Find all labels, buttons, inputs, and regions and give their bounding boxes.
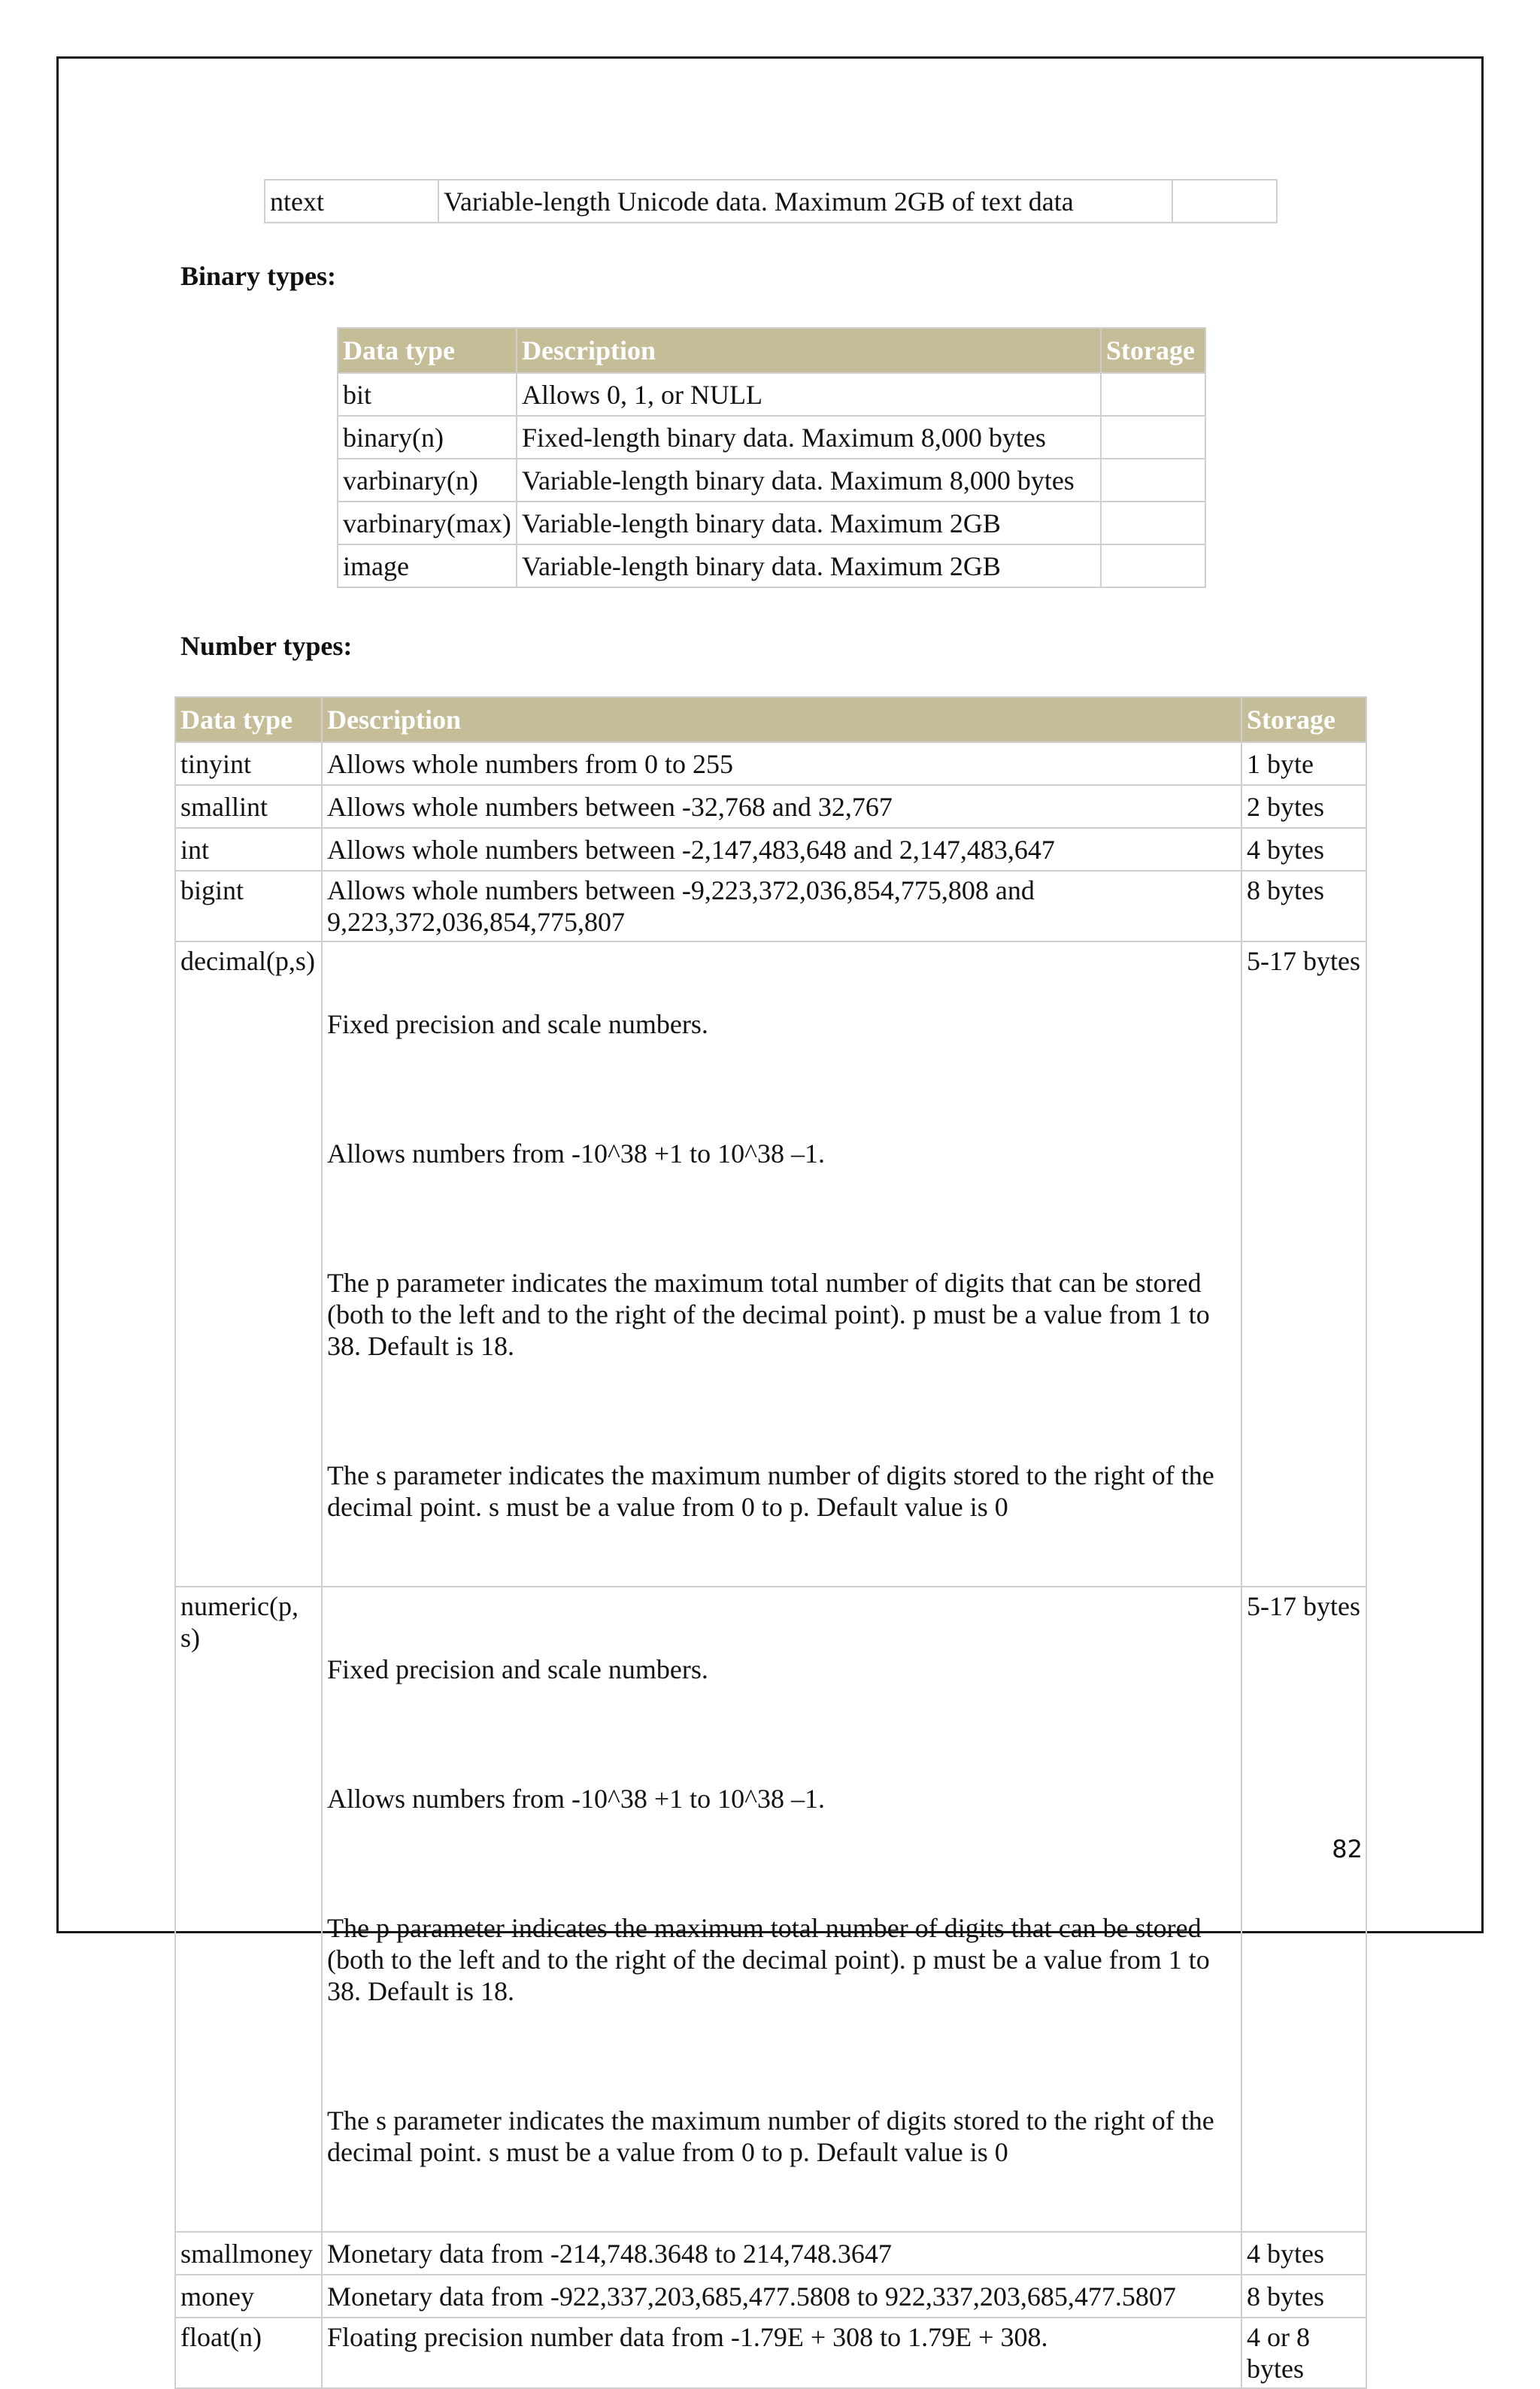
table-row [338,459,1205,502]
description-cell: Variable-length binary data. Maximum 8,000 bytes [517,459,1101,502]
type-cell: smallint [175,785,322,828]
description-cell [322,941,1241,1587]
type-cell: binary(n) [338,416,517,459]
table-row [338,416,1205,459]
table-row [175,2232,1366,2275]
continued-table [264,179,1278,223]
description-paragraph: The s parameter indicates the maximum number of digits stored to the right of the decimal point. s must be a value from 0 to p. Default value is 0 [327,1460,1221,1522]
description-cell: Monetary data from -922,337,203,685,477.5808 to 922,337,203,685,477.5807 [322,2275,1241,2318]
table-row [175,828,1366,871]
type-cell: money [175,2275,322,2318]
storage-cell: 4 or 8 bytes [1241,2318,1366,2388]
description-paragraph: The p parameter indicates the maximum total number of digits that can be stored (both to the left and to the right of the decimal point). p must be a value from 1 to 38. Default is 18. [327,1913,1217,2006]
storage-cell [1172,180,1277,223]
table-row [175,785,1366,828]
binary-types-table [337,327,1206,588]
type-cell: ntext [265,180,438,223]
storage-cell [1101,459,1205,502]
type-cell: int [175,828,322,871]
description-cell: Allows whole numbers between -32,768 and 32,767 [322,785,1241,828]
number-types-heading: Number types: [180,631,353,661]
header-data-type: Data type [175,697,322,742]
storage-cell: 1 byte [1241,742,1366,785]
type-cell: float(n) [175,2318,322,2388]
table-header-row [175,697,1366,742]
storage-cell [1101,544,1205,587]
storage-cell [1101,502,1205,544]
table-row [175,871,1366,941]
description-cell: Allows whole numbers between -2,147,483,648 and 2,147,483,647 [322,828,1241,871]
table-row [265,180,1277,223]
description-paragraph: The p parameter indicates the maximum total number of digits that can be stored (both to the left and to the right of the decimal point). p must be a value from 1 to 38. Default is 18. [327,1268,1217,1361]
type-cell: bigint [175,871,322,941]
type-cell: decimal(p,s) [175,941,322,1587]
type-cell: tinyint [175,742,322,785]
description-cell: Allows whole numbers from 0 to 255 [322,742,1241,785]
storage-cell: 4 bytes [1241,828,1366,871]
description-cell: Monetary data from -214,748.3648 to 214,748.3647 [322,2232,1241,2275]
description-paragraph: Fixed precision and scale numbers. [327,1009,708,1039]
storage-cell: 8 bytes [1241,2275,1366,2318]
description-paragraph: Fixed precision and scale numbers. [327,1654,708,1684]
table-row [175,2318,1366,2388]
storage-cell [1101,373,1205,416]
table-header-row [338,328,1205,373]
table-row [175,941,1366,1587]
description-cell: Allows whole numbers between -9,223,372,036,854,775,808 and 9,223,372,036,854,775,807 [322,871,1241,941]
storage-cell: 5-17 bytes [1241,1587,1366,2232]
type-cell: numeric(p,s) [175,1587,322,2232]
binary-types-heading: Binary types: [180,261,336,291]
type-cell: image [338,544,517,587]
description-paragraph: Allows numbers from -10^38 +1 to 10^38 –1. [327,1138,826,1169]
description-cell: Variable-length binary data. Maximum 2GB [517,544,1101,587]
table-row [338,502,1205,544]
type-cell: bit [338,373,517,416]
header-description: Description [517,328,1101,373]
storage-cell: 8 bytes [1241,871,1366,941]
number-types-table [174,696,1367,2389]
storage-cell: 2 bytes [1241,785,1366,828]
table-row [175,742,1366,785]
table-row [338,373,1205,416]
description-cell [322,1587,1241,2232]
header-storage: Storage [1241,697,1366,742]
header-storage: Storage [1101,328,1205,373]
type-cell: varbinary(n) [338,459,517,502]
page-number: 82 [1332,1835,1363,1863]
storage-cell [1101,416,1205,459]
table-row [175,1587,1366,2232]
header-description: Description [322,697,1241,742]
description-cell: Variable-length Unicode data. Maximum 2GB of text data [438,180,1172,223]
description-cell: Floating precision number data from -1.79E + 308 to 1.79E + 308. [322,2318,1241,2388]
description-cell: Allows 0, 1, or NULL [517,373,1101,416]
description-cell: Variable-length binary data. Maximum 2GB [517,502,1101,544]
table-row [338,544,1205,587]
header-data-type: Data type [338,328,517,373]
description-cell: Fixed-length binary data. Maximum 8,000 bytes [517,416,1101,459]
table-row [175,2275,1366,2318]
description-paragraph: The s parameter indicates the maximum number of digits stored to the right of the decimal point. s must be a value from 0 to p. Default value is 0 [327,2106,1221,2167]
type-cell: varbinary(max) [338,502,517,544]
storage-cell: 4 bytes [1241,2232,1366,2275]
type-cell: smallmoney [175,2232,322,2275]
description-paragraph: Allows numbers from -10^38 +1 to 10^38 –1. [327,1784,826,1814]
storage-cell: 5-17 bytes [1241,941,1366,1587]
